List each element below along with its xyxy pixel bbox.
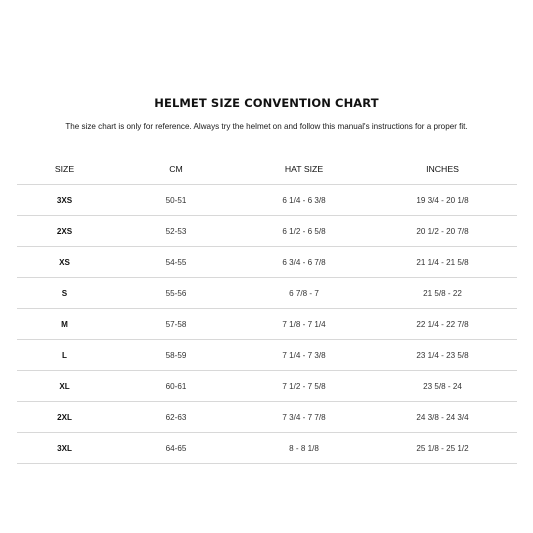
cm-cell: 62-63 [112,402,240,433]
hat-size-cell: 6 7/8 - 7 [240,278,368,309]
cm-cell: 50-51 [112,185,240,216]
inches-cell: 22 1/4 - 22 7/8 [368,309,517,340]
chart-title: HELMET SIZE CONVENTION CHART [154,96,379,110]
size-cell: M [17,309,112,340]
hat-size-cell: 8 - 8 1/8 [240,433,368,464]
hat-size-cell: 7 3/4 - 7 7/8 [240,402,368,433]
hat-size-cell: 6 1/2 - 6 5/8 [240,216,368,247]
table-row [17,433,517,464]
cm-cell: 52-53 [112,216,240,247]
hat-size-cell: 7 1/8 - 7 1/4 [240,309,368,340]
inches-cell: 23 5/8 - 24 [368,371,517,402]
table-header-row [17,153,517,185]
hat-size-cell: 7 1/2 - 7 5/8 [240,371,368,402]
size-table [17,153,517,464]
cm-cell: 55-56 [112,278,240,309]
size-cell: S [17,278,112,309]
size-cell: XS [17,247,112,278]
header-size: SIZE [17,153,112,185]
inches-cell: 20 1/2 - 20 7/8 [368,216,517,247]
size-cell: 3XS [17,185,112,216]
header-hat-size: HAT SIZE [240,153,368,185]
table-row [17,216,517,247]
hat-size-cell: 6 1/4 - 6 3/8 [240,185,368,216]
table-row [17,371,517,402]
inches-cell: 25 1/8 - 25 1/2 [368,433,517,464]
header-inches: INCHES [368,153,517,185]
size-cell: 3XL [17,433,112,464]
table-row [17,309,517,340]
cm-cell: 60-61 [112,371,240,402]
inches-cell: 23 1/4 - 23 5/8 [368,340,517,371]
cm-cell: 64-65 [112,433,240,464]
cm-cell: 54-55 [112,247,240,278]
table-row [17,402,517,433]
size-cell: 2XS [17,216,112,247]
cm-cell: 57-58 [112,309,240,340]
inches-cell: 21 1/4 - 21 5/8 [368,247,517,278]
table-row [17,278,517,309]
size-cell: L [17,340,112,371]
hat-size-cell: 6 3/4 - 6 7/8 [240,247,368,278]
size-cell: XL [17,371,112,402]
size-cell: 2XL [17,402,112,433]
table-row [17,247,517,278]
inches-cell: 21 5/8 - 22 [368,278,517,309]
table-row [17,185,517,216]
inches-cell: 24 3/8 - 24 3/4 [368,402,517,433]
table-row [17,340,517,371]
header-cm: CM [112,153,240,185]
cm-cell: 58-59 [112,340,240,371]
hat-size-cell: 7 1/4 - 7 3/8 [240,340,368,371]
chart-subtitle: The size chart is only for reference. Always try the helmet on and follow this manual's instructions for a proper fit. [65,122,468,131]
inches-cell: 19 3/4 - 20 1/8 [368,185,517,216]
